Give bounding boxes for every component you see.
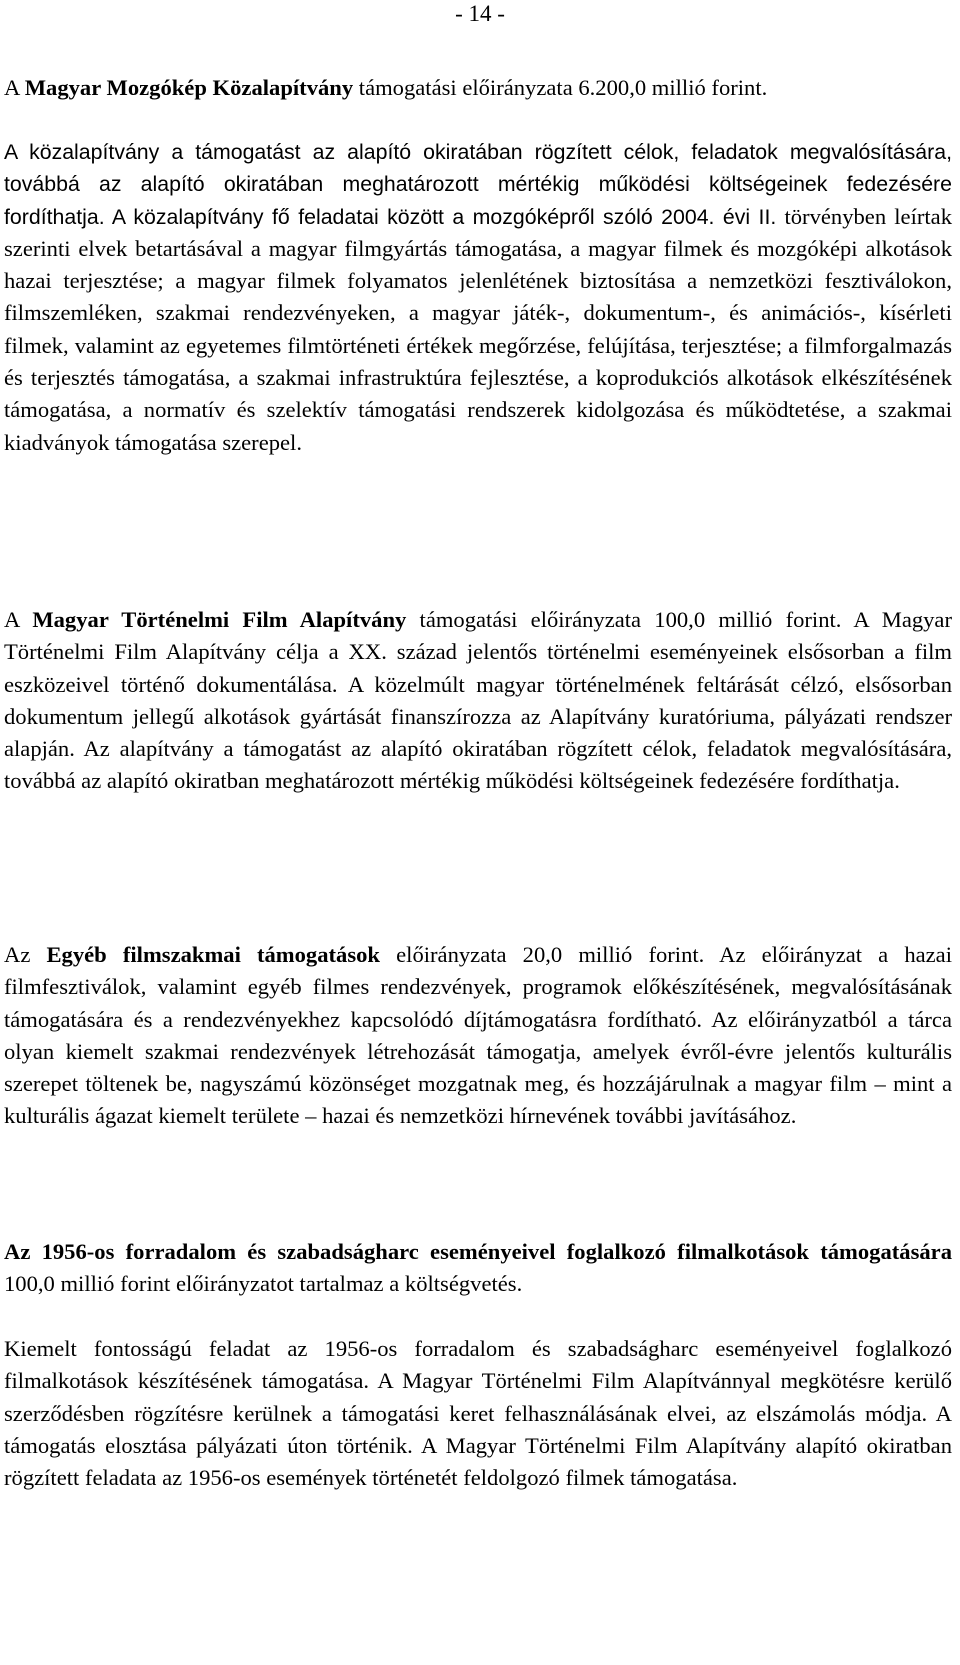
paragraph-kozalapitvany-tasks <box>4 136 952 459</box>
paragraph-tasks-sans-part: A közalapítvány a támogatást az alapító okiratában rögzített célok, feladatok megvalósítására, továbbá az alapító okiratában meghatározott mértékig működési költségeinek fedezésére fordíthatja. A közalapítvány fő feladatai között a mozgóképről szóló 2004. évi II. <box>4 140 952 229</box>
paragraph-egyeb-pre: Az <box>4 942 47 967</box>
paragraph-kiemelt-feladat: Kiemelt fontosságú feladat az 1956-os forradalom és szabadságharc eseményeivel foglalkozó filmalkotások készítésének támogatása. A Magyar Történelmi Film Alapítvánnyal megkötésre kerülő szerződésben rögzítésre kerülnek a támogatási keret felhasználásának elvei, az elszámolás módja. A támogatás elosztása pályázati úton történik. A Magyar Történelmi Film Alapítvány alapító okiratban rögzített feladata az 1956-os események történetét feldolgozó filmek támogatása. <box>4 1336 952 1491</box>
paragraph-1956-filmalkotasok <box>4 1236 952 1301</box>
paragraph-1956-post: 100,0 millió forint előirányzatot tartalmaz a költségvetés. <box>4 1271 523 1297</box>
paragraph-mozgokep-bold: Magyar Mozgókép Közalapítvány <box>24 75 354 100</box>
paragraph-torteneti-film-bold: Magyar Történelmi Film Alapítvány <box>32 607 407 632</box>
paragraph-egyeb-tamogatasok <box>4 939 952 1133</box>
paragraph-mozgokep-post: támogatási előirányzata 6.200,0 millió forint. <box>353 75 768 100</box>
paragraph-mozgokep <box>4 72 952 104</box>
paragraph-torteneti-film <box>4 604 952 798</box>
paragraph-egyeb-bold: Egyéb filmszakmai támogatások <box>46 942 380 967</box>
paragraph-1956-bold: Az 1956-os forradalom és szabadságharc eseményeivel foglalkozó filmalkotások támogatására <box>4 1239 952 1264</box>
paragraph-torteneti-film-post: támogatási előirányzata 100,0 millió forint. A Magyar Történelmi Film Alapítvány célja a XX. század jelentős történelmi eseményeinek elsősorban a film eszközeivel történő dokumentálása. A közelmúlt magyar történelmének feltárását célzó, elsősorban dokumentum jellegű alkotások gyártását finanszírozza az Alapítvány kuratóriuma, pályázati rendszer alapján. Az alapítvány a támogatást az alapító okiratában rögzített célok, feladatok megvalósítására, továbbá az alapító okiratban meghatározott mértékig működési költségeinek fedezésére fordíthatja. <box>4 607 952 794</box>
paragraph-egyeb-post: előirányzata 20,0 millió forint. Az előirányzat a hazai filmfesztiválok, valamint egyéb filmes rendezvények, programok előkészítésének, megvalósításának támogatására és a rendezvényekhez kapcsolódó díjtámogatásra fordítható. Az előirányzatból a tárca olyan kiemelt szakmai rendezvények létrehozását támogatja, amelyek évről-évre jelentős kulturális szerepet töltenek be, nagyszámú közönséget mozgatnak meg, és hozzájárulnak a magyar film – mint a kulturális ágazat kiemelt területe – hazai és nemzetközi hírnevének további javításához. <box>4 942 952 1129</box>
paragraph-mozgokep-pre: A <box>4 75 25 100</box>
paragraph-torteneti-film-pre: A <box>4 607 33 632</box>
page-number: - 14 - <box>455 1 505 26</box>
paragraph-tasks-serif-part: törvényben leírtak szerinti elvek betartásával a magyar filmgyártás támogatása, a magyar filmek és mozgóképi alkotások hazai terjesztése; a magyar filmek folyamatos jelenlétének biztosítása a nemzetközi fesztiválokon, filmszemléken, szakmai rendezvényeken, a magyar játék-, dokumentum-, és animációs-, kísérleti filmek, valamint az egyetemes filmtörténeti értékek megőrzése, felújítása, terjesztése; a filmforgalmazás és terjesztés támogatása, a szakmai infrastruktúra fejlesztése, a koprodukciós alkotások elkészítésének támogatása, a normatív és szelektív támogatási rendszerek kidolgozása és működtetése, a szakmai kiadványok támogatása szerepel. <box>4 203 952 455</box>
